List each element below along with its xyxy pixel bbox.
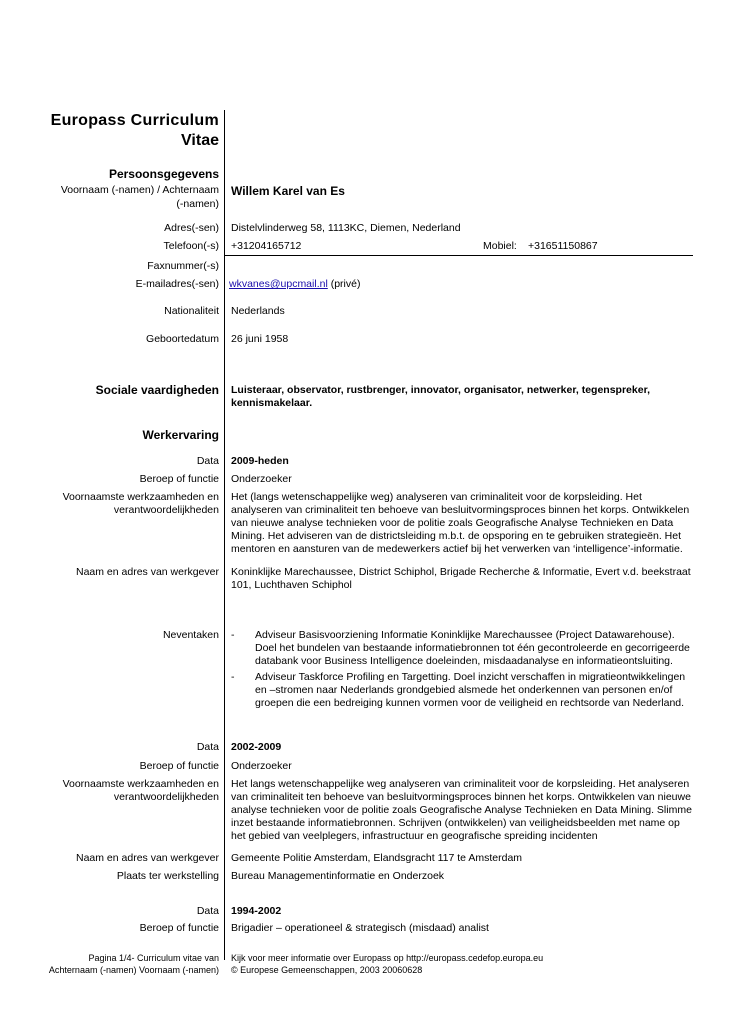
job1-date: 2009-heden bbox=[231, 455, 289, 467]
phone-row-rule bbox=[224, 255, 693, 256]
job1-duties-label-line1: Voornaamste werkzaamheden en bbox=[62, 491, 219, 503]
job3-job: Brigadier – operationeel & strategisch (misdaad) analist bbox=[231, 922, 489, 934]
job1-date-label: Data bbox=[196, 455, 219, 467]
mobile-value: +31651150867 bbox=[528, 240, 598, 252]
job2-duties-label-line2: verantwoordelijkheden bbox=[113, 791, 219, 803]
job1-side-item2: Adviseur Taskforce Profiling en Targetting. Doel inzicht verschaffen in migratieontwikkelingen en –stromen naar Nederlands grondgebied alsmede het onderkennen van personen en/of groepen die een bedreiging kunnen vormen voor de veiligheid en rechtsorde van Nederland. bbox=[255, 671, 686, 709]
job2-place: Bureau Managementinformatie en Onderzoek bbox=[231, 870, 445, 882]
email-row bbox=[229, 278, 360, 291]
email-link[interactable]: wkvanes@upcmail.nl bbox=[229, 278, 328, 290]
section-title-experience: Werkervaring bbox=[142, 428, 219, 442]
job2-job: Onderzoeker bbox=[231, 760, 292, 772]
cv-title-line2: Vitae bbox=[181, 132, 219, 149]
job2-duties: Het langs wetenschappelijke weg analyseren van criminaliteit voor de korpsleiding. Het analyseren van criminaliteit ten behoeve van besluitvormingsproces binnen het korps. Ontwikkelen van nieuwe analyse technieken voor de politie zoals Geografische Analyse Technieken en Data Mining. Slimme inzet bestaande informatiebronnen. Schrijven (ontwikkelen) van veiligheidsbeelden met name op het gebied van veelplegers, infrastructuur en geografische spreiding incidenten bbox=[231, 778, 692, 842]
section-title-personal: Persoonsgegevens bbox=[108, 167, 219, 181]
job1-side-bullet1: - bbox=[231, 629, 235, 641]
job1-duties-label-line2: verantwoordelijkheden bbox=[113, 504, 219, 516]
name-label-line2: (-namen) bbox=[176, 198, 219, 210]
address-value: Distelvlinderweg 58, 1113KC, Diemen, Nederland bbox=[231, 222, 461, 234]
name-label-line1: Voornaam (-namen) / Achternaam bbox=[60, 184, 219, 196]
email-suffix: (privé) bbox=[330, 278, 361, 290]
cv-title-line1: Europass Curriculum bbox=[50, 112, 219, 129]
footer-right-line1: Kijk voor meer informatie over Europass op http://europass.cedefop.europa.eu bbox=[231, 953, 544, 963]
address-label: Adres(-sen) bbox=[164, 222, 219, 234]
job1-employer: Koninklijke Marechaussee, District Schiphol, Brigade Recherche & Informatie, Evert v.d. beekstraat 101, Luchthaven Schiphol bbox=[231, 566, 691, 591]
job1-employer-label: Naam en adres van werkgever bbox=[76, 566, 219, 578]
column-divider bbox=[224, 110, 225, 960]
job3-job-label: Beroep of functie bbox=[139, 922, 219, 934]
mobile-label: Mobiel: bbox=[483, 240, 517, 252]
phone-label: Telefoon(-s) bbox=[163, 240, 219, 252]
job1-job-label: Beroep of functie bbox=[139, 473, 219, 485]
job2-place-label: Plaats ter werkstelling bbox=[116, 870, 219, 882]
social-value: Luisteraar, observator, rustbrenger, innovator, organisator, netwerker, tegenspreker, kennismakelaar. bbox=[231, 384, 650, 409]
job3-date: 1994-2002 bbox=[231, 905, 282, 917]
job2-duties-label-line1: Voornaamste werkzaamheden en bbox=[62, 778, 219, 790]
job2-employer-label: Naam en adres van werkgever bbox=[76, 852, 219, 864]
job1-side-label: Neventaken bbox=[162, 629, 219, 641]
job2-date-label: Data bbox=[196, 741, 219, 753]
job1-duties: Het (langs wetenschappelijke weg) analyseren van criminaliteit voor de korpsleiding. Het analyseren van criminaliteit ten behoeve van besluitvormingsproces binnen het korps. Ontwikkelen van nieuwe analyse technieken voor de politie zoals Geografische Analyse Technieken en Data Mining. Het adviseren van de districtsleiding m.b.t. de opsporing en te gebruiken strategieën. Het mentoren en aansturen van de medewerkers actief bij het verwerken van ‘intelligence’-informatie. bbox=[231, 491, 690, 555]
footer-left-line1: Pagina 1/4- Curriculum vitae van bbox=[88, 953, 219, 963]
nationality-value: Nederlands bbox=[231, 305, 285, 317]
fax-label: Faxnummer(-s) bbox=[147, 260, 219, 272]
birthdate-value: 26 juni 1958 bbox=[231, 333, 289, 345]
nationality-label: Nationaliteit bbox=[164, 305, 219, 317]
footer-right-line2: © Europese Gemeenschappen, 2003 20060628 bbox=[231, 965, 423, 975]
social-label: Sociale vaardigheden bbox=[95, 383, 219, 397]
job1-side-bullet2: - bbox=[231, 671, 235, 683]
job1-side-item1: Adviseur Basisvoorziening Informatie Koninklijke Marechaussee (Project Datawarehouse). Doel het bundelen van bestaande informatiebronnen tot één gecontroleerde en gecorrigeerde databank voor Business Intelligence doeleinden, misdaadanalyse en informatieontsluiting. bbox=[255, 629, 690, 667]
name-value: Willem Karel van Es bbox=[231, 184, 345, 198]
footer-left-line2: Achternaam (-namen) Voornaam (-namen) bbox=[48, 965, 219, 975]
email-label: E-mailadres(-sen) bbox=[135, 278, 219, 290]
birthdate-label: Geboortedatum bbox=[146, 333, 219, 345]
job2-date: 2002-2009 bbox=[231, 741, 282, 753]
job1-job: Onderzoeker bbox=[231, 473, 292, 485]
phone-value: +31204165712 bbox=[231, 240, 302, 252]
job2-job-label: Beroep of functie bbox=[139, 760, 219, 772]
job2-employer: Gemeente Politie Amsterdam, Elandsgracht 117 te Amsterdam bbox=[231, 852, 523, 864]
job3-date-label: Data bbox=[196, 905, 219, 917]
